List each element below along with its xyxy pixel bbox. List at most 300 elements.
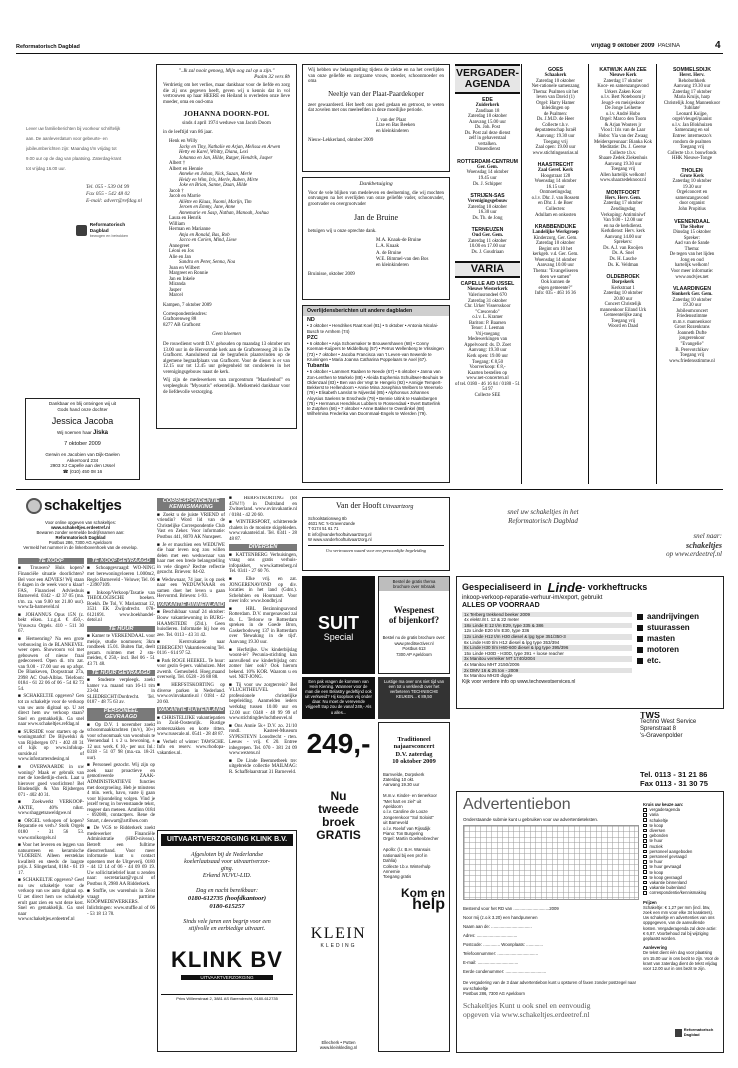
deadline-text: De tekst dient één dag voor plaatsing om 15.00 uur in ons bezit te zijn. Voor de krant van zaterdag dient de tekst vrijdag voor 12.00 uur in ons bezit te zijn. — [643, 950, 719, 972]
classified-item: ■ HBL Bezinningsavond Rotterdam. D.V. morgenavond zal ds. L. Terlouw te Rotterdam spreken in de Goede Bron, Gaskerbodsweg 137 in Rotterdam over 'Bewaking in de tijd'. Aanvang 19.30 uur. — [229, 606, 297, 645]
header-rule — [16, 53, 723, 54]
agenda-line: Oud Ger. Gem. — [471, 233, 504, 239]
memorial-closing: Wij zijn de medewerkers van zorgcentrum "Maarlenhof" en verpleeghuis "Myosotis" erkentelijk. Melkemeid dankbaar voor de liefdevolle verzorging. — [163, 378, 290, 395]
agenda-line: Zuiderkerk — [475, 103, 500, 108]
checkbox-icon[interactable] — [643, 818, 647, 822]
agenda-line: orgel/vleugel/pianist — [672, 117, 712, 123]
concert-line: o.l.v. Caroline de Looze — [383, 809, 428, 815]
bon-title: Advertentiebon — [463, 796, 571, 813]
agenda-place: THOLEN — [681, 167, 703, 174]
agenda-place: ROTTERDAM-CENTRUM — [457, 158, 518, 165]
agenda-line: Ds. A. Snel — [612, 251, 634, 257]
linde-title: Gespecialiseerd in — [462, 582, 542, 593]
paper-name: Reformatorisch Dagblad — [16, 44, 80, 50]
linde-bullet — [637, 633, 719, 644]
agenda-entry — [591, 274, 655, 330]
varia-entries — [455, 281, 520, 398]
sidebar-ad — [26, 64, 144, 364]
agenda-line: m.m.v. mannenkoor — [672, 319, 712, 325]
schakeltjes-column-2 — [87, 556, 155, 1056]
checkbox-icon[interactable] — [643, 844, 647, 848]
concert-line: Orgel: Martin Goeltenbrecher — [383, 836, 439, 842]
classified-item: ■ HERFSTSKORTING op diverse parken in Nederland. www.ovinvakantie.nl / 0184 - 42 20 60. — [157, 682, 225, 705]
agenda-column-sommelsdijk — [659, 64, 725, 484]
agenda-line: Samenzang en sol — [674, 128, 710, 134]
rubric-label: vakantie binnenland — [649, 880, 687, 886]
dankbetuiging-signers: M.A. Knaak-de Bruine L.A. Knaak A. de Bruine W.E. Bimmel-van den Bos en kleinkinderen — [376, 238, 429, 268]
forklift-row: 15x Linde H30D - H30D, type 391 + loose reacher — [462, 651, 632, 657]
special-text: Special — [323, 632, 354, 642]
classified-item: ■ KATTENBERG Verhuisingen, vraag ons gratis verhuis-infopakket, www.kattenberg.nl Tel. 0341 - 27 60 76. — [229, 552, 297, 575]
linde-bullet — [637, 644, 719, 655]
agenda-line: Kerk open: 19.00 uur — [466, 354, 509, 360]
checkbox-icon[interactable] — [643, 824, 647, 828]
agenda-line: 10.00 en 17.00 uur — [469, 244, 506, 250]
agenda-line: Spreker: — [683, 235, 701, 241]
agenda-line: doen we samen" — [539, 274, 572, 280]
linde-bullets — [637, 611, 719, 666]
agenda-line: www.stichtingsearias.nl — [532, 150, 579, 156]
wespenest-title: Wespenest of bijenkorf? — [388, 605, 440, 625]
section-rule — [16, 489, 723, 490]
deceased-name: JOHANNA DOORN-POL — [183, 110, 270, 119]
agenda-line: Jong en oud — [680, 257, 704, 263]
overlijdens-box — [302, 305, 450, 483]
agenda-line: Hoogstraat 128 — [540, 173, 571, 179]
agenda-line: o.l.v. Dhr. J. van Rossem — [531, 195, 580, 201]
agenda-place: GOES — [548, 67, 563, 73]
linde-bullet-label: motoren — [647, 645, 679, 654]
form-field[interactable]: Postcode: .............. Woonplaats: .............. — [463, 942, 543, 948]
concert-line: Apeldoorn — [383, 804, 403, 810]
nd-label: ND — [307, 317, 315, 324]
thanks-name: Neeltje van der Plaat-Paardekoper — [328, 89, 424, 98]
classified-item: ■ WINTERSPORT, schitterende chalets in de mooiste skigebieden. www.vakanteid.nl. Tel. 0341 - 28 48 87. — [229, 520, 297, 542]
bon-fields — [463, 904, 639, 976]
agenda-place: VLAARDINGEN — [672, 286, 712, 293]
classified-item: ■ Zoekwerkt VERKOOP-AKTIE, 40% nikst. www.shaggetsaweldgwe.nl — [18, 800, 84, 817]
checkbox-icon[interactable] — [643, 860, 647, 864]
bon-cta: Schakeltjes Kunt u ook snel en eenvoudig opgeven via www.schakeltjes.erdeetref.nl — [463, 1001, 591, 1019]
classified-item: ■ Voor het leveren en leggen van natuursteen en keramische VLOEREN. Alleen eersteklas kwaliteit en steeds de laagste prijs. J. Slingerland, 0184 - 61 19 17. — [18, 843, 84, 876]
agenda-line: en na de kerkdienst. — [603, 223, 643, 229]
agenda-line: Nieuwe Westerkerk — [467, 287, 508, 293]
agenda-column-goes — [524, 64, 587, 484]
klink-note: Sinds vele jaren een begrip voor een stijlvolle en eerbiedige uitvaart. — [183, 918, 271, 932]
concert-line: uit Barneveld — [383, 820, 409, 826]
agenda-line: Medewerkingen van — [467, 337, 508, 343]
suit-special-ad — [302, 576, 375, 674]
agenda-line: Toegang vrij — [610, 167, 636, 173]
wespenest-top: Bestel de gratis thema brochure over Inbraak — [379, 577, 449, 591]
form-field[interactable]: Telefoonnummer: .................................. — [463, 951, 538, 957]
agenda-line: Zaterdag 10 oktober — [468, 204, 507, 210]
checkbox-icon[interactable] — [643, 886, 647, 890]
schakeltjes-logo-icon — [26, 498, 42, 514]
agenda-line: Dinsendienst — [474, 147, 501, 153]
rubric-label: diversen — [649, 828, 666, 834]
checkbox-icon[interactable] — [643, 808, 647, 812]
agenda-line: Ds. Post zal deze dienst — [464, 130, 511, 136]
kom-help: Kom en help — [400, 885, 445, 913]
form-field[interactable]: Eerde condenummer: .................................. — [463, 969, 547, 975]
schakeltjes-logo: schakeltjes — [26, 496, 126, 516]
linde-footer: Kijk voor verdere info op www.techowestservices.nl — [462, 678, 576, 685]
rubric-label: te huur — [649, 838, 663, 844]
agenda-line: Shaare Zedek Ziekenhuis — [598, 156, 648, 162]
family-member: Jasper — [169, 287, 182, 293]
agenda-line: Rehobothkerk — [678, 78, 706, 84]
agenda-line: www.net-concerten.nl — [466, 376, 509, 382]
concert-line: Toegang gratis — [383, 874, 412, 880]
checkbox-icon[interactable] — [643, 865, 647, 869]
classified-item: ■ De Linde Beemnetbeek tre: uitgebreide collectie MAILMAG: R. Schaffelaarstraat 31 Barneveld. — [229, 758, 297, 776]
form-field[interactable]: Naam aan de: .................................. — [463, 924, 532, 930]
linde-sub: inkoop-verkoop-reparatie-verhuur-im/export, gebruikt — [462, 595, 603, 602]
agenda-line: Chr. Urker Vissersskoor — [464, 304, 511, 310]
agenda-divider-1 — [521, 64, 522, 484]
checkbox-icon[interactable] — [643, 876, 647, 880]
agenda-line: & Arjan Wouters jr — [604, 122, 642, 128]
classified-item: ■ Kamer te VERKENDAAL voor meisje, studie nonmosen; 3km rondbeek 15.01. Buiten flat, deelt gezam. ruimten met 2 stu- meiden, € 250,- incl. Bel 06 - 51 43 71 48. — [87, 634, 155, 668]
tweede-text: Nu tweede broek GRATIS — [316, 789, 361, 842]
agenda-line: o.l.v. L. Kramer — [472, 315, 503, 321]
checkbox-icon[interactable] — [643, 829, 647, 833]
agenda-line: Allen hartelijk welkom! — [599, 172, 647, 178]
agenda-line: Landelijke Werkgroep — [532, 230, 579, 236]
agenda-line: Collecte t.b.v. bouwfonds — [667, 150, 717, 156]
classified-heading: CORRESPONDENTIE KENNISMAKING — [157, 498, 225, 511]
klink-brand: KLINK BV — [171, 946, 283, 972]
forklift-row: 12x Linde E20 t/m E30, type 336 — [462, 628, 632, 634]
klink-address: Prins Willemstraat 2, 3881 AS Barendrecht, 0180-612735 — [161, 994, 293, 1002]
agenda-line: Zaal Geref. Kerk — [537, 168, 574, 174]
dark-text-ad: Een pak vragen de kommen van Hein Kiening. Wanneer voor de man die een Belastry gedeftijnd ook uit verkweid? Hij kooploos vrij onder daar. Nu moet de verevende vrijgeeft trap zou de vanaf 249,- Als u alles... — [302, 677, 375, 719]
agenda-line: Zaterdag 17 oktober — [672, 89, 712, 95]
page-label: PAGINA — [657, 43, 680, 49]
family-member: Miranda — [169, 282, 186, 288]
forklift-row: 12x Linde H12 t/m H30 diesel & lpg type 351/350-3 — [462, 634, 632, 640]
agenda-line: en Dhr. J. de Boer — [538, 201, 573, 207]
header-date — [591, 43, 680, 50]
agenda-entry — [455, 227, 520, 255]
agenda-entry — [659, 67, 725, 162]
agenda-divider-2 — [588, 64, 589, 484]
memorial-notice — [156, 64, 297, 429]
family-member: Annemarie en Sasp, Nathan, Manoah, Joshua — [179, 210, 269, 216]
agenda-line: o.l.v. André Hobo — [605, 111, 641, 117]
checkbox-icon[interactable] — [643, 850, 647, 854]
agenda-line: samenzangavond — [675, 195, 709, 201]
form-field[interactable]: E-mail: .................................. — [463, 960, 519, 966]
agenda-line: Herst. Herv. — [679, 73, 705, 78]
classified-heading: PERSONEEL GEVRAAGD — [87, 708, 155, 721]
agenda-line: Jubileumconcert — [676, 308, 708, 314]
agenda-entry — [524, 67, 587, 156]
agenda-line: Kerkdienst: Herv. kerk — [601, 229, 645, 235]
memorial-place: Kampen, 7 oktober 2009 — [163, 302, 212, 308]
rubric-option[interactable] — [643, 890, 719, 895]
agenda-line: Toegang vrij — [543, 139, 568, 145]
square-bullet-icon — [637, 658, 643, 664]
agenda-line: Orgel: Marco den Toom — [599, 117, 647, 123]
agenda-line: Gemeentelijke zang — [603, 313, 643, 319]
rubric-label: te huur gevraagd — [649, 864, 682, 870]
klein-sub: KLEDING — [320, 942, 357, 949]
agenda-line: www.shaarzedeknoor.nl — [599, 178, 647, 184]
agenda-line: Nieuwe Kerk — [609, 73, 637, 78]
agenda-line: Collecte t.b.v. — [609, 150, 637, 156]
classified-item: ■ JOHANNUS Opus 15N (z. bekt eiken. 1.z.g.d. € 450,-. Vrouwzu Orgels. 410 - 511 30 67. — [18, 612, 84, 635]
dankbetuiging-title: Dankbetuiging — [359, 181, 393, 187]
agenda-line: Zaterdag 11 oktober — [468, 238, 507, 244]
nd-text: • 3 oktober • Hendrikes Raat Koel (81) • 5 oktober • Antonia Nicolai-Busch te Arnhem (74) — [307, 323, 439, 334]
agenda-line: Thema: "Evangeliseren — [533, 268, 578, 274]
tws-logo: TWS — [640, 712, 660, 720]
family-member: Joke en Brian, Sanne, Daan, Hilde — [179, 183, 248, 189]
agenda-line: Toegang: € 8,50 — [472, 359, 503, 365]
agenda-divider-3 — [656, 64, 657, 484]
agenda-line: jongerenkoor — [679, 336, 705, 342]
agenda-line: Ook kunnen de — [540, 280, 571, 286]
price-ad — [302, 722, 375, 768]
agenda-place: MONTFOORT — [606, 189, 640, 196]
family-member: Jacob en Marrie — [169, 194, 201, 200]
agenda-line: Verenigingsgebouw — [467, 199, 508, 205]
agenda-line: Ds. J.M.D. de Heer — [536, 117, 575, 123]
agenda-line: hartelijk welkom! — [674, 263, 710, 269]
agenda-line: Friedensstimme — [676, 314, 708, 320]
classified-item: ■ CHRISTELIJKE vakantiepatien in Zuid-Oostenrijk. Rustige zomerszakken en korte ritten. www.rusecale.nl. 0541 - 28 48 87. — [157, 715, 225, 738]
forklift-row: 1x Terberg trekkend beeker 2009 — [462, 612, 632, 618]
agenda-line: Zendingsdag — [610, 207, 636, 213]
agenda-place: KRABBENDIJKE — [534, 224, 577, 231]
family-member: Jan en Inkele — [169, 276, 195, 282]
agenda-line: Collecten: — [545, 207, 566, 213]
agenda-line: Info: 035 - 463 16 36 — [535, 291, 576, 297]
classified-heading: TE KOOP — [18, 558, 84, 564]
agenda-line: Concert Christelijk — [604, 302, 642, 308]
agenda-line: Hobo: Yia van der Zwaag — [598, 134, 648, 140]
agenda-place: STRIJEN-SAS — [470, 193, 505, 200]
agenda-entry — [591, 67, 655, 184]
agenda-line: Koor- en samenzangavond — [597, 84, 649, 90]
checkbox-icon[interactable] — [643, 855, 647, 859]
agenda-line: Adullam en onkosten — [534, 212, 577, 218]
rubric-label: varia — [649, 812, 659, 818]
agenda-line: Urkers Zaken Koor — [604, 89, 642, 95]
agenda-line: Groot Rozenkrans — [674, 325, 710, 331]
agenda-line: Zandlaan 18 — [475, 108, 500, 114]
birth-nickname-line: Wij noemen haar Jiska — [56, 429, 109, 436]
rubric-label: muziek — [649, 843, 663, 849]
classified-item: ■ Op D.V. 1 november zoekt schoonmaakkrachten (m/v), 30+) voor schoonmaak van woonhuis te Veenendaal 1 x 2 u. bewoning, ± 12 uur. werk. € 10,- per uur. Inl.: 0318 - 51 07 98 (ma.-za. 18-21 uur). — [87, 722, 155, 761]
agenda-line: Aad van de Sande — [674, 241, 710, 247]
family-member: Jacco en Corien, Mind, Liese — [179, 238, 237, 244]
rd-logo-icon — [76, 225, 87, 236]
tubantia-label: Tubantia — [307, 363, 330, 370]
agenda-line: Jeugd- en meisjeskoor — [601, 100, 645, 106]
schakeltjes-column-4 — [229, 496, 297, 826]
classified-item: ■ Inkoop/Verkoop/Taxatie van THEOLOGISCHE boeken. Boekh. De Tol, V. Mariastraat 12, 3531 EK Zwijndrecht. 078-6121691. www.boekhandel-detol.nl — [87, 590, 155, 624]
concert-line: o.l.v. Roelof van Rijssdijk — [383, 825, 431, 831]
wespenest-lines: Bestel nu de gratis brochure over: www.preditsectiver.nl Postbus 613 7300 AP Apeldoorn — [382, 635, 446, 657]
agenda-line: Valeriusrondeel 670 — [468, 293, 507, 298]
concert-line: Dahlia) — [383, 858, 397, 864]
techno-west-info: TWS Techno West Service Sprenstraat 8 's-Gravenpolder — [640, 712, 724, 764]
concert-line: Jongerenkoor "Sol Soloist" — [383, 814, 434, 820]
agenda-line: Ds. H. Lasche — [609, 256, 637, 262]
classified-item: ■ Stuffie, uw warenhuis in Zeist vraagt parttime KOOPMEDEWERKERS. Inlichtingen: www.stuffie.nl of 06 - 53 18 13 78. — [87, 889, 155, 917]
agenda-entry — [455, 97, 520, 153]
no-flowers: Geen bloemen — [212, 332, 241, 338]
vergader-entries — [455, 97, 520, 255]
classified-item: ■ OVERWAARDE in uw woning? Maak er gebruik van met de kredietlijn-check. Laat u hierover goed voorlichten! Bel Bindendijk & Van Rijsbergen 071 - 402 40 31. — [18, 765, 84, 798]
family-member: Sandra en Peter, Senna, Noa — [179, 260, 236, 266]
agenda-line: Voor meer informatie: — [670, 268, 714, 274]
forklift-row: 3x Manitou verreiker MT 1740/2004 — [462, 656, 632, 662]
classified-item: ■ ORGEL verkopen of kopen? Reparatie en verh.? Stolk Orgels 0180 - 31 56 53. www.stolkorgels.nl — [18, 818, 84, 841]
classified-item: ■ Trouwen? Huis kopen? Financiële situatie doorlichten? Bel voor een ADVIES! Wij staan 6 dagen in de week voor u klaar! FAS, Financieel Advieshuis Barneveld. 0342 - 42 37 05 (ma. t/m. za. van 9.00 tot 21.00 uur). www.fa-barneveld.nl — [18, 566, 84, 611]
agenda-line: Entree: intermezzo's — [672, 134, 712, 140]
form-field[interactable]: Noor mij (z.o.k 3.20) een handpunenen — [463, 915, 538, 921]
classified-item: ■ Zoekt u de juiste VRIEND of vriendin? Word lid van de Christelijke Correspondentie Club Vast en Zeker. Voor informatie: Postbus 441, 8070 AK Nunspeet. — [157, 512, 225, 540]
classified-item: ■ Elke vrij. en zat. JONGERENAVOND op div. locaties in het land (Gdnt.). Schelubien en Hoornaart. Voor meer info: www.bondbrj.nl — [229, 576, 297, 605]
dankbetuiging-name: Jan de Bruine — [354, 213, 398, 223]
family-member: Jacky en Tiny, Nathalie en Arjan, Melissa en Arwen — [179, 144, 281, 150]
klink-phone2: 0180-615257 — [209, 903, 245, 911]
klink-ad — [157, 830, 297, 1052]
agenda-line: Zaterdag 17 oktober — [603, 78, 643, 84]
klink-phone: 0180-612735 (hoofdkantoor) — [187, 895, 267, 903]
agenda-line: Zaterdag 10 oktober — [672, 179, 712, 185]
classified-item: ■ Beschikbaar vanaf 24 oktober: Bouw vakantiewoning in BURG-HAAMSTEDE (Zld.). Geen huisdieren. Informatie bij hoe en zee. Tel. 0113 - 43 31 42. — [157, 610, 225, 638]
rubric-label: vergaderagenda — [649, 807, 681, 813]
agenda-line: o.l.v. Bert Noteboom jr — [600, 95, 646, 101]
dankbetuiging-text2: betuigen wij u onze oprechte dank. — [308, 228, 377, 234]
agenda-line: Thema: — [684, 246, 700, 252]
thanks-signers: J. van der Plaat Lize en Bas Beeken en kleinkinderen — [376, 117, 415, 134]
overlijdens-title: Overlijdensberichten uit andere dagbladen — [303, 306, 449, 316]
concert-line: Zaterdag 10 okt. — [383, 777, 415, 783]
rubric-label: te koop — [649, 869, 664, 875]
page-number: 4 — [715, 40, 721, 51]
family-member: Henk en Willy — [169, 139, 198, 145]
bon-rd-logo-icon — [675, 1029, 682, 1037]
classified-item: ■ Park ROGE HEEKEL. Te huur: voor gezin 6-pers. vakhuizen. Met zwemb. Gemeubeld. Hoeg.maand overwelg. Tel. 0528 - 26 88 88. — [157, 658, 225, 681]
classified-item: ■ Weduwnaar, 74 jaar, is op zoek naar een WEDUWNAAR en samen doet het leven u gaan Hervormd. Brieven: 1-93. — [157, 577, 225, 600]
agenda-line: Zaterdag 10 oktober — [603, 291, 643, 297]
rubric-label: gebonden — [649, 833, 669, 839]
agenda-line: Aanvang 14.00 uur — [604, 234, 642, 240]
agenda-line: Aanvang: 19.30 uur — [536, 134, 575, 140]
thanks-text2: zeer gewaardeerd. Het heeft ons goed gedaan en getroost, te weten dat zovelen met ons meeleefden in deze moeilijke periode. — [308, 102, 444, 114]
form-field[interactable]: Adres: .................................. — [463, 933, 518, 939]
wespenest-ad — [378, 576, 450, 674]
schakeltjes-intro: Voor online opgeven van schakeltjes: www.schakeltjes.erdeetref.nl Bewaren zonder vermelde bedrijfsnamen aan: Reformatorisch Dagblad Postbus 286, 7300 AG Apeldoorn Vermeld het nummer in de linkerbovenhoek van de envelop. — [23, 520, 138, 551]
agenda-line: Tenor: J. Leeman — [470, 326, 505, 332]
concert-line: Barnvelde, Dorpskerk — [383, 771, 425, 777]
forklift-row: 2x DMV 16 & 25 ton - 2009 — [462, 668, 632, 674]
classified-heading: TE HUUR — [87, 626, 155, 632]
classified-item: ■ Ons Annie 5k+ D.V. zo. 21/10 rondl. Kasteel-Museum SYPESTEYN Loosdrecht - rten. Leeuw - vrij. € 20. Entree inbegrepen. Tel. 070 - 381 24 09 www.wezens.nl — [229, 723, 297, 757]
checkbox-icon[interactable] — [643, 870, 647, 874]
rubric-label: schakeltje — [649, 817, 669, 823]
memorial-address: Correspondentieadres: Graftorenweg 88 8277 AB Grafhorst — [163, 311, 208, 328]
family-list — [163, 139, 290, 299]
schakeltjes-promo: snel uw schakeltjes in het Reformatorisch Dagblad — [507, 508, 579, 525]
form-field[interactable]: Bestemd voor het RD van ..............................2009 — [463, 906, 559, 912]
forklift-row: 6x Linde H40 t/m H12 diesel & lpg type 353/394 — [462, 640, 632, 646]
checkbox-icon[interactable] — [643, 813, 647, 817]
concert-line: nationaal bij een prof in — [383, 852, 428, 858]
linde-suffix: - vorkheftrucks — [582, 582, 648, 593]
concert-line: Collecte t.b.v. Winterhulp — [383, 863, 431, 869]
family-member: Anneke en Johan, Nick, Suzan, Merle — [179, 172, 253, 178]
agenda-place: CAPELLE A/D IJSSEL — [460, 281, 515, 288]
classified-item: ■ De VGS te Ridderkerk zoekt medewerker Financiële Administratie (HBO-niveau). Betreft een fulltime dienstverband. Voor meer informatie kunt u contact opnemen met de Uitgeverij. 0180 - 44 12 14 of 06 - 44 09 69 19. Uw sollicitatiebrief kunt u zenden naar: secretariaat@vgs.nl of Postbus 8, 2980 AA Ridderkerk. — [87, 826, 155, 887]
agenda-line: mannenkoor Eiland Urk — [599, 307, 647, 313]
square-bullet-icon — [637, 614, 643, 620]
agenda-line: eigen gemeente?" — [538, 285, 573, 291]
vdh-title: Van der Hooft — [336, 501, 382, 510]
agenda-entry — [524, 224, 587, 297]
family-member: Joan en Wilbert — [169, 265, 200, 271]
agenda-line: The Shelter — [680, 224, 704, 230]
agenda-line: www.oudvjes.net — [675, 274, 709, 280]
checkbox-icon[interactable] — [643, 834, 647, 838]
sidebar-contact: Tel. 055 - 539 04 99 Fax 055 - 542 48 02 E-mail: advert@refdag.nl — [86, 184, 142, 204]
advertentiebon — [456, 791, 724, 1053]
checkbox-icon[interactable] — [643, 881, 647, 885]
linde-rows — [462, 612, 632, 679]
agenda-entry — [591, 190, 655, 268]
agenda-line: Ds. K. Veldman — [607, 262, 639, 268]
agenda-line: Ds. J. Goudriaan — [471, 249, 504, 255]
tubantia-text: • 5 oktober • Lammert Raaben te Neede (67) • 6 oktober • Janna van Zon-Lenthen te Markelo (88) • Aleida Euphemia Schuiltwer-Beuhuis te Oldenzaal (83) • Ben van der Vegt te Hengelo (92) • Annigje Tempert-Bekkerst te Hellendoorn • Annie Mina Josephina Welbers te Weerselo (79) • Elisabeth Lanslot te Nijverdal (85) • Alphonsus Johannes Aloysius Saelens te Enschede (79) • Bennie Uitink te Haaksbergen (75) • Hermanus Hendrikus Lubbers te Rossendaal • Evert Butterlink te Zutphen (66) • 7 oktober • Anne Bakker te Overdinkel (88) Wilhelmina Frederika van Doornmaal-Engels te Wierden (79). — [307, 369, 444, 417]
classified-item: ■ Kerstvakantie naar EIBERGEN? Vakantiewoning Tel. 0116 - 614 97 52. — [157, 640, 225, 657]
square-bullet-icon — [637, 625, 643, 631]
agenda-entry — [659, 168, 725, 213]
bon-rd-logo: Reformatorisch Dagblad — [675, 1028, 723, 1037]
classified-item: ■ Tij voor uw zorgterrein? Bel VLUCHTHEUVEL bied professionele christelijke begeleiding. Aanmelden ieders werkdag tussen 10.00 uur en 12.00 uur: 0348 - 48 99 99 of www.stichtingdevluchtheuvel.nl — [229, 682, 297, 722]
agenda-line: o.l.v. Jan Blokhuizen — [671, 122, 713, 128]
classified-heading: VAKANTIE BUITENLAND — [157, 707, 225, 714]
schakeltjes-promo-2: snel naar: schakeltjes op www.erdeetref.nl — [666, 532, 722, 558]
agenda-entry — [659, 286, 725, 364]
family-member: William — [169, 221, 185, 227]
family-member: Léoni en Jos — [169, 249, 194, 255]
checkbox-icon[interactable] — [643, 839, 647, 843]
klink-brand-sub: UITVAARTVERZORGING — [181, 975, 273, 980]
concert-line: Annemie — [383, 868, 400, 874]
linde-bullet — [637, 655, 719, 666]
checkbox-icon[interactable] — [643, 891, 647, 895]
memorial-quote: "..Ik zal nooit genoeg, Mijn oog zal op u zijn." Psalm 32 vers 8b — [178, 68, 290, 80]
memorial-age: in de leeftijd van 86 jaar. — [163, 129, 213, 135]
sidebar-notice: Lever uw familieberichten bij voorkeur schriftelijk aan. De aanleverdatum voor gebeurte- en jubileumberichten zijn: Maandag t/m vrijdag tot 9.00 uur op de dag van plaatsing. Zaterdag-krant tot vrijdag 16.00 uur. — [26, 126, 122, 171]
family-member: Marcel — [169, 293, 183, 299]
concert-line: M.m.v. Kinder- en tienerkoor — [383, 793, 437, 799]
agenda-line: 20.00 uur — [613, 296, 633, 302]
agenda-line: Woensdag 14 oktober — [466, 170, 509, 176]
agenda-line: de Psalmen: — [543, 111, 568, 117]
agenda-line: 16.30 uur — [478, 210, 497, 216]
dankbetuiging — [302, 177, 450, 300]
prices-title: Prijzen — [643, 899, 657, 905]
agenda-line: Toegang vrij — [679, 145, 705, 151]
family-member: Albert † — [169, 161, 186, 167]
